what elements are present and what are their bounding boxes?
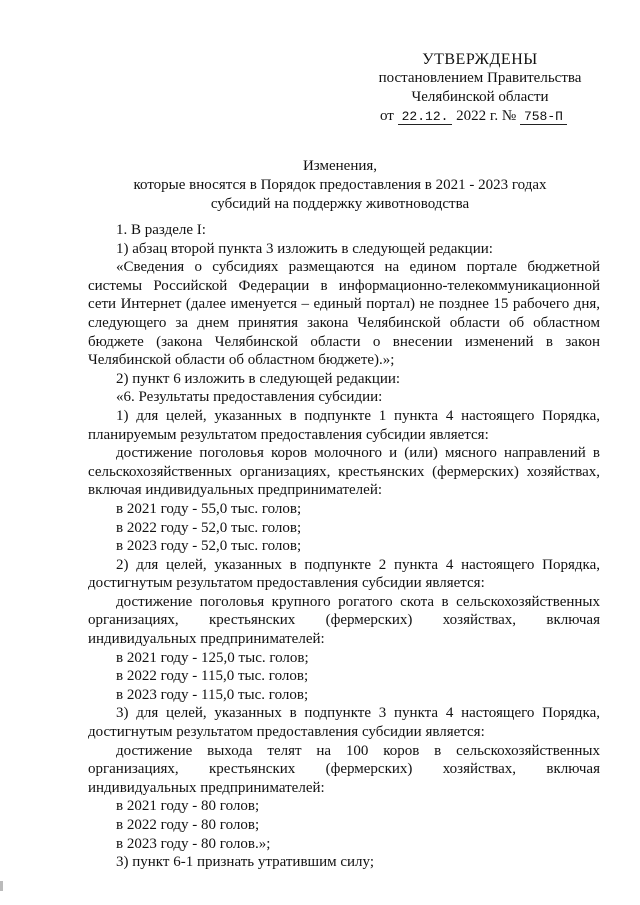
date-prefix: от xyxy=(380,108,394,124)
paragraph: 1) абзац второй пункта 3 изложить в следующей редакции: xyxy=(116,240,493,257)
paragraph: в 2022 году - 52,0 тыс. голов; xyxy=(116,519,302,536)
paragraph: 2) пункт 6 изложить в следующей редакции: xyxy=(116,370,401,387)
paragraph: в 2023 году - 52,0 тыс. голов; xyxy=(116,538,302,555)
title-line-3: субсидий на поддержку животноводства xyxy=(210,196,470,212)
paragraph: в 2023 году - 80 голов.»; xyxy=(116,835,271,852)
approval-heading: УТВЕРЖДЕНЫ xyxy=(422,51,538,68)
paragraph: 2) для целей, указанных в подпункте 2 пункта 4 настоящего Порядка, достигнутым результатом предоставления субсидии является: xyxy=(88,556,600,592)
paragraph: в 2022 году - 115,0 тыс. голов; xyxy=(116,668,309,685)
date-day: 22.12. xyxy=(398,109,453,125)
paragraph: в 2022 году - 80 голов; xyxy=(116,817,260,833)
paragraph: 1) для целей, указанных в подпункте 1 пункта 4 настоящего Порядка, планируемым результатом предоставления субсидии является: xyxy=(88,407,600,443)
document-title xyxy=(80,157,600,214)
title-line-1: Изменения, xyxy=(302,158,378,174)
paragraph: «Сведения о субсидиях размещаются на едином портале бюджетной системы Российской Федерации в информационно-телекоммуникационной сети Интернет (далее именуется – единый портал) не позднее 15 рабочего дня, следующего за днем принятия закона Челябинской области об областном бюджете (закона Челябинской области о внесении изменений в закон Челябинской области об областном бюджете).»; xyxy=(88,259,600,369)
paragraph: 1. В разделе I: xyxy=(116,222,206,238)
approval-date-line xyxy=(360,107,600,126)
paragraph: в 2021 году - 55,0 тыс. голов; xyxy=(116,500,302,517)
approval-stamp xyxy=(360,50,600,126)
paragraph: в 2021 году - 80 голов; xyxy=(116,798,260,815)
paragraph: 3) для целей, указанных в подпункте 3 пункта 4 настоящего Порядка, достигнутым результатом предоставления субсидии является: xyxy=(88,705,600,741)
resolution-number: 758-П xyxy=(520,109,567,125)
document-body xyxy=(88,221,600,872)
paragraph: достижение поголовья коров молочного и (или) мясного направлений в сельскохозяйственных организациях, крестьянских (фермерских) хозяйствах, включая индивидуальных предпринимателей: xyxy=(88,445,600,499)
paragraph: 3) пункт 6-1 признать утратившим силу; xyxy=(116,854,374,871)
paragraph: «6. Результаты предоставления субсидии: xyxy=(116,389,383,406)
approval-line-2: Челябинской области xyxy=(411,89,549,105)
title-line-2: которые вносятся в Порядок предоставления в 2021 - 2023 годах xyxy=(133,177,547,193)
paragraph: в 2021 году - 125,0 тыс. голов; xyxy=(116,649,309,666)
scan-edge-mark xyxy=(0,881,3,891)
date-year: 2022 г. № xyxy=(456,108,517,124)
paragraph: достижение выхода телят на 100 коров в сельскохозяйственных организациях, крестьянских (фермерских) хозяйствах, включая индивидуальных предпринимателей: xyxy=(88,742,600,796)
paragraph: достижение поголовья крупного рогатого скота в сельскохозяйственных организациях, крестьянских (фермерских) хозяйствах, включая индивидуальных предпринимателей: xyxy=(88,593,600,648)
approval-line-1: постановлением Правительства xyxy=(378,70,582,86)
paragraph: в 2023 году - 115,0 тыс. голов; xyxy=(116,686,309,703)
